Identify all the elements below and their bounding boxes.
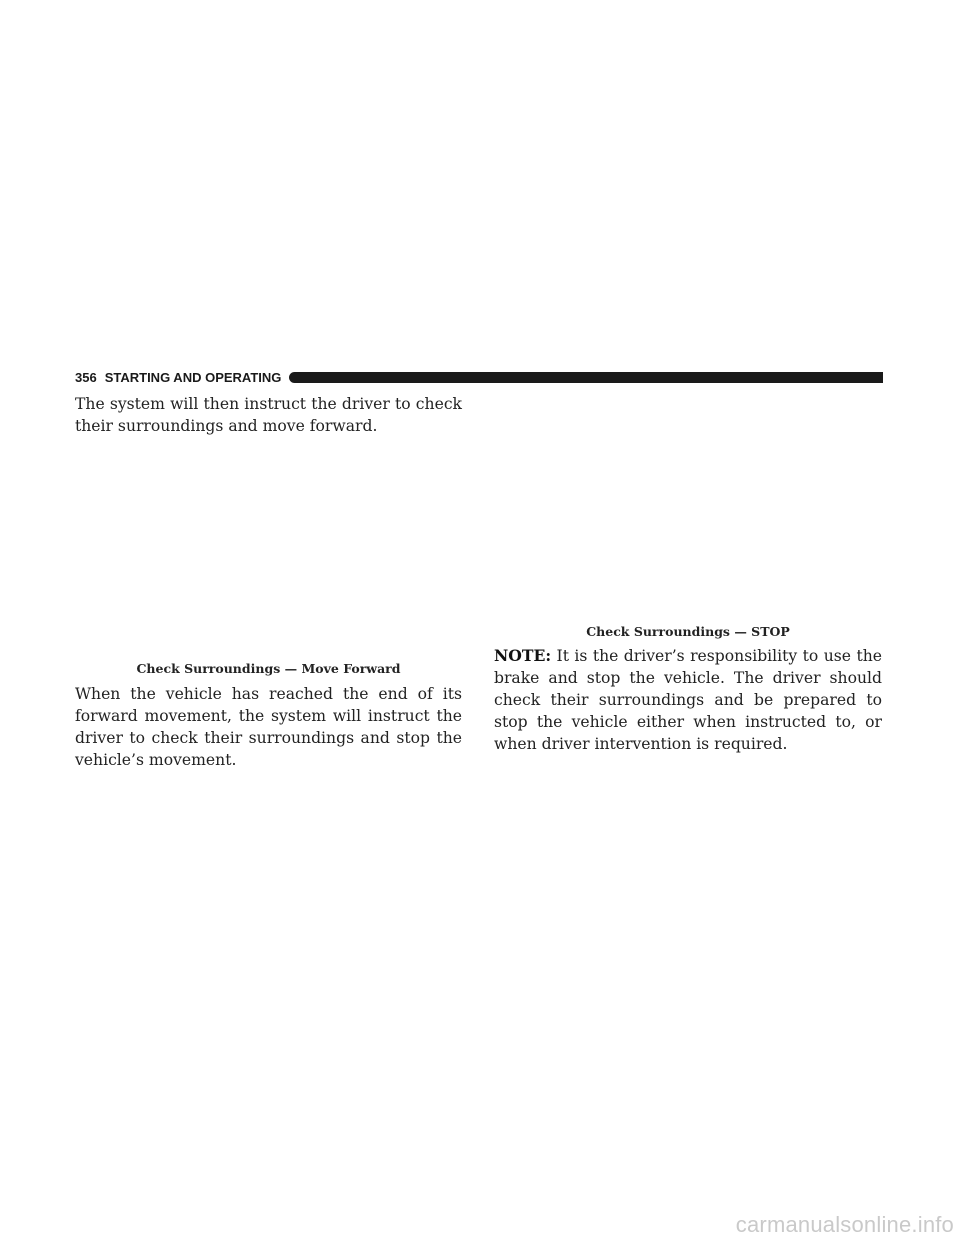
note-text: It is the driver’s responsibility to use the brake and stop the vehicle. The driver should check their surroundings and be prepared to stop the vehicle either when instructed to, or when driver intervention is required. bbox=[494, 647, 882, 753]
stop-movement-paragraph: When the vehicle has reached the end of its forward movement, the system will instruct the driver to check their surroundings and stop the vehicle’s movement. bbox=[75, 685, 462, 769]
intro-paragraph: The system will then instruct the driver to check their surroundings and move forward. bbox=[75, 395, 462, 435]
figure-move-forward bbox=[75, 440, 462, 655]
header-rule bbox=[289, 372, 883, 383]
section-title: STARTING AND OPERATING bbox=[104, 369, 282, 385]
note-block bbox=[494, 645, 882, 755]
left-column-intro bbox=[75, 393, 462, 437]
left-column-body bbox=[75, 683, 462, 771]
page-header bbox=[75, 369, 883, 385]
figure-caption-move-forward: Check Surroundings — Move Forward bbox=[136, 661, 401, 676]
page-number: 356 bbox=[75, 369, 97, 385]
watermark: carmanualsonline.info bbox=[735, 1212, 954, 1237]
figure-caption-stop: Check Surroundings — STOP bbox=[586, 624, 790, 639]
note-paragraph bbox=[494, 645, 882, 755]
note-label: NOTE: bbox=[494, 646, 552, 665]
figure-stop bbox=[494, 393, 882, 613]
